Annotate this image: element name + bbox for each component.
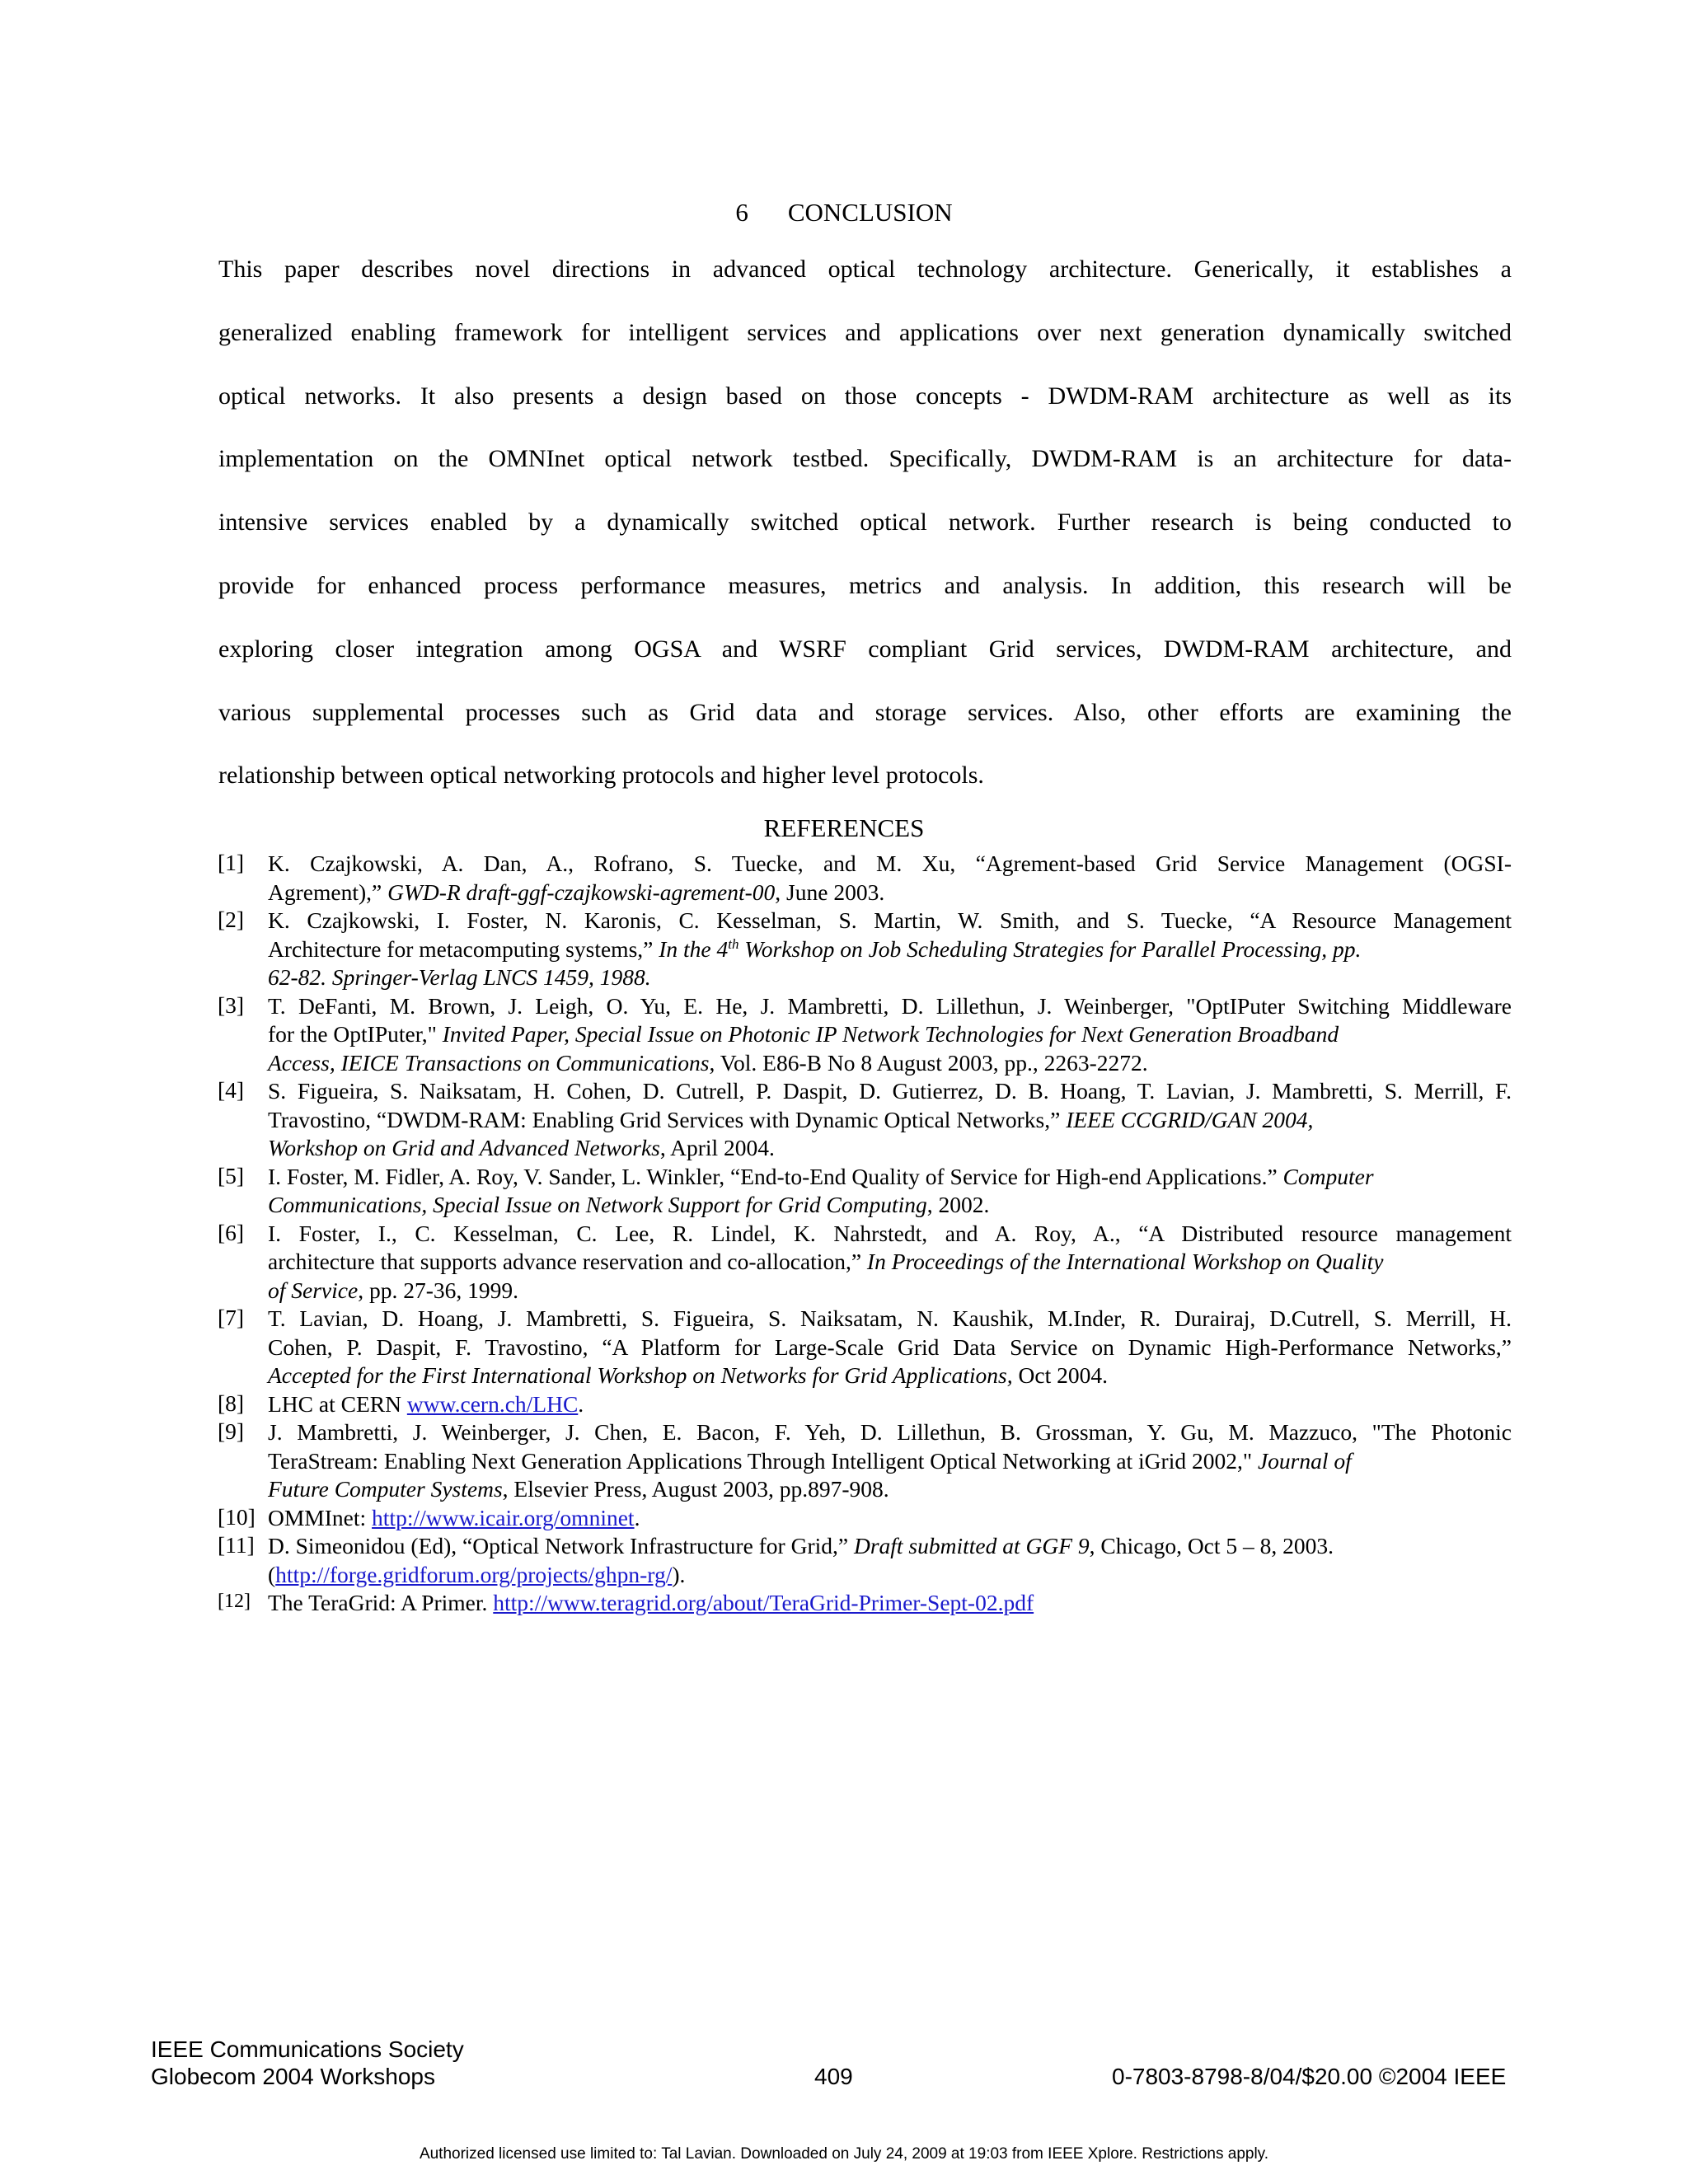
reference-link[interactable]: http://www.icair.org/omninet — [372, 1504, 635, 1530]
reference-link[interactable]: http://www.teragrid.org/about/TeraGrid-Primer-Sept-02.pdf — [493, 1590, 1034, 1615]
reference-text: , pp. 27-36, 1999. — [358, 1277, 518, 1303]
reference-line: I. Foster, I., C. Kesselman, C. Lee, R. Lindel, K. Nahrstedt, and A. Roy, A., “A Distributed resource management — [268, 1220, 1512, 1246]
reference-item — [0, 1390, 1688, 1419]
reference-line — [268, 1361, 1512, 1390]
reference-line — [268, 1020, 1512, 1049]
reference-line — [268, 1134, 1512, 1163]
conclusion-line: implementation on the OMNInet optical network testbed. Specifically, DWDM-RAM is an architecture for data- — [218, 445, 1512, 473]
reference-text: for the OptIPuter," — [268, 1021, 443, 1047]
reference-line — [268, 1106, 1512, 1135]
reference-line: S. Figueira, S. Naiksatam, H. Cohen, D. Cutrell, P. Daspit, D. Gutierrez, D. B. Hoang, T. Lavian, J. Mambretti, S. Merrill, F. — [268, 1078, 1512, 1104]
reference-item — [0, 1305, 1688, 1390]
conclusion-line: This paper describes novel directions in advanced optical technology architecture. Generically, it establishes a — [218, 255, 1512, 283]
footer-organization: IEEE Communications Society — [151, 2036, 464, 2062]
reference-text: ( — [268, 1561, 276, 1587]
reference-text: architecture that supports advance reservation and co-allocation,” — [268, 1249, 867, 1274]
reference-line — [268, 1561, 1512, 1590]
reference-number: [6] — [218, 1219, 245, 1245]
reference-venue: IEEE CCGRID/GAN 2004, — [1066, 1106, 1314, 1132]
reference-venue: Journal of — [1257, 1447, 1352, 1474]
reference-superscript: th — [728, 935, 739, 952]
reference-line — [268, 1532, 1512, 1561]
reference-item — [0, 1504, 1688, 1533]
reference-number: [8] — [218, 1390, 245, 1416]
conclusion-line: exploring closer integration among OGSA and WSRF compliant Grid services, DWDM-RAM architecture, and — [218, 635, 1512, 663]
reference-venue: Future Computer Systems — [268, 1476, 503, 1502]
reference-venue: Access, IEICE Transactions on Communications — [268, 1049, 710, 1076]
references-heading: REFERENCES — [763, 813, 925, 842]
reference-text: , Vol. E86-B No 8 August 2003, pp., 2263-2272. — [709, 1049, 1148, 1076]
reference-text: , 2002. — [926, 1192, 990, 1217]
conclusion-line: intensive services enabled by a dynamically switched optical network. Further research is being conducted to — [218, 509, 1512, 537]
reference-text: I. Foster, M. Fidler, A. Roy, V. Sander, L. Winkler, “End-to-End Quality of Service for High-end Applications.” — [268, 1163, 1283, 1189]
reference-item — [0, 907, 1688, 992]
reference-venue: In the 4 — [659, 935, 729, 962]
reference-text: Agrement),” — [268, 879, 388, 905]
reference-line — [268, 1504, 1512, 1533]
page-number: 409 — [814, 2064, 853, 2089]
reference-text: D. Simeonidou (Ed), “Optical Network Infrastructure for Grid,” — [268, 1533, 854, 1558]
reference-line — [268, 879, 1512, 907]
reference-venue: GWD-R draft-ggf-czajkowski-agrement-00 — [387, 879, 776, 905]
reference-line — [268, 963, 1512, 992]
reference-number: [1] — [218, 850, 245, 875]
reference-item — [0, 1077, 1688, 1163]
reference-text: , Elsevier Press, August 2003, pp.897-908. — [502, 1476, 889, 1502]
reference-number: [7] — [218, 1305, 245, 1330]
reference-line — [268, 935, 1512, 964]
footer-conference: Globecom 2004 Workshops — [151, 2064, 435, 2089]
reference-text: , Chicago, Oct 5 – 8, 2003. — [1089, 1533, 1334, 1558]
reference-venue: In Proceedings of the International Workshop on Quality — [866, 1249, 1384, 1274]
reference-venue: Draft submitted at GGF 9 — [853, 1533, 1090, 1558]
reference-venue: Accepted for the First International Workshop on Networks for Grid Applications, — [268, 1362, 1013, 1388]
section-title: CONCLUSION — [787, 198, 953, 227]
reference-number: [3] — [218, 991, 245, 1018]
reference-number: [5] — [218, 1162, 245, 1188]
reference-item — [0, 1532, 1688, 1589]
reference-link[interactable]: www.cern.ch/LHC — [406, 1390, 579, 1417]
conclusion-paragraph — [218, 238, 1512, 808]
reference-text: . — [634, 1504, 640, 1530]
reference-text: , April 2004. — [659, 1135, 775, 1160]
reference-line: K. Czajkowski, I. Foster, N. Karonis, C. Kesselman, S. Martin, W. Smith, and S. Tuecke, “A Resource Management — [268, 907, 1512, 933]
footer-copyright: 0-7803-8798-8/04/$20.00 ©2004 IEEE — [1112, 2064, 1507, 2089]
reference-line — [268, 1589, 1512, 1618]
reference-item — [0, 850, 1688, 907]
reference-number: [4] — [218, 1077, 245, 1103]
conclusion-line: generalized enabling framework for intelligent services and applications over next generation dynamically switched — [218, 318, 1512, 346]
reference-text: ). — [672, 1561, 686, 1587]
section-heading — [0, 196, 1688, 229]
reference-link[interactable]: http://forge.gridforum.org/projects/ghpn-rg/ — [275, 1561, 673, 1587]
reference-item — [0, 1589, 1688, 1618]
reference-text: , June 2003. — [775, 879, 885, 905]
references-list — [0, 850, 1688, 1618]
reference-venue: 62-82. Springer-Verlag LNCS 1459, 1988. — [268, 964, 651, 990]
reference-text: . — [578, 1390, 584, 1417]
reference-line — [268, 1390, 1512, 1419]
reference-line — [268, 1191, 1512, 1220]
reference-text: The TeraGrid: A Primer. — [268, 1590, 494, 1615]
reference-line: K. Czajkowski, A. Dan, A., Rofrano, S. Tuecke, and M. Xu, “Agrement-based Grid Service Management (OGSI- — [268, 851, 1512, 876]
reference-line: J. Mambretti, J. Weinberger, J. Chen, E. Bacon, F. Yeh, D. Lillethun, B. Grossman, Y. Gu, M. Mazzuco, "The Photonic — [268, 1419, 1512, 1445]
reference-item — [0, 992, 1688, 1078]
reference-line: T. Lavian, D. Hoang, J. Mambretti, S. Figueira, S. Naiksatam, N. Kaushik, M.Inder, R. Durairaj, D.Cutrell, S. Merrill, H. — [268, 1305, 1512, 1331]
reference-text: Architecture for metacomputing systems,” — [268, 935, 659, 962]
conclusion-line: optical networks. It also presents a design based on those concepts - DWDM-RAM architecture as well as its — [218, 382, 1512, 410]
reference-text: Travostino, “DWDM-RAM: Enabling Grid Services with Dynamic Optical Networks,” — [268, 1106, 1067, 1132]
reference-item — [0, 1163, 1688, 1220]
license-notice: Authorized licensed use limited to: Tal Lavian. Downloaded on July 24, 2009 at 19:03 from IEEE Xplore. Restrictions apply. — [419, 2145, 1269, 2163]
reference-number: [10] — [218, 1503, 256, 1530]
reference-line — [268, 1277, 1512, 1305]
reference-text: LHC at CERN — [268, 1390, 407, 1417]
reference-item — [0, 1220, 1688, 1305]
reference-venue: Communications, Special Issue on Network Support for Grid Computing — [268, 1192, 927, 1217]
conclusion-line: relationship between optical networking protocols and higher level protocols. — [218, 762, 984, 790]
conclusion-line: various supplemental processes such as Grid data and storage services. Also, other efforts are examining the — [218, 698, 1512, 726]
reference-line — [268, 1163, 1512, 1192]
reference-line — [268, 1475, 1512, 1504]
reference-venue: of Service — [268, 1277, 359, 1303]
reference-line: T. DeFanti, M. Brown, J. Leigh, O. Yu, E. He, J. Mambretti, D. Lillethun, J. Weinberger, "OptIPuter Switching Middleware — [268, 992, 1512, 1019]
reference-venue: Invited Paper, Special Issue on Photonic IP Network Technologies for Next Generation Broadband — [442, 1021, 1339, 1047]
reference-line — [268, 1049, 1512, 1078]
reference-venue: Workshop on Grid and Advanced Networks — [268, 1135, 660, 1160]
reference-line: Cohen, P. Daspit, F. Travostino, “A Platform for Large-Scale Grid Data Service on Dynamic High-Performance Networks,” — [268, 1333, 1512, 1360]
reference-text: Oct 2004. — [1012, 1362, 1108, 1388]
conclusion-line: provide for enhanced process performance measures, metrics and analysis. In addition, this research will be — [218, 571, 1512, 599]
reference-number: [2] — [218, 907, 245, 932]
reference-text: TeraStream: Enabling Next Generation Applications Through Intelligent Optical Networking at iGrid 2002," — [268, 1447, 1258, 1474]
reference-item — [0, 1418, 1688, 1504]
reference-number: [12] — [218, 1591, 251, 1612]
reference-venue: Computer — [1282, 1163, 1374, 1189]
reference-line — [268, 1248, 1512, 1277]
reference-number: [9] — [218, 1418, 245, 1444]
reference-venue: Workshop on Job Scheduling Strategies for Parallel Processing, pp. — [738, 935, 1362, 962]
reference-number: [11] — [218, 1532, 255, 1558]
reference-line — [268, 1447, 1512, 1476]
section-number: 6 — [735, 198, 748, 227]
reference-text: OMMInet: — [268, 1504, 373, 1530]
